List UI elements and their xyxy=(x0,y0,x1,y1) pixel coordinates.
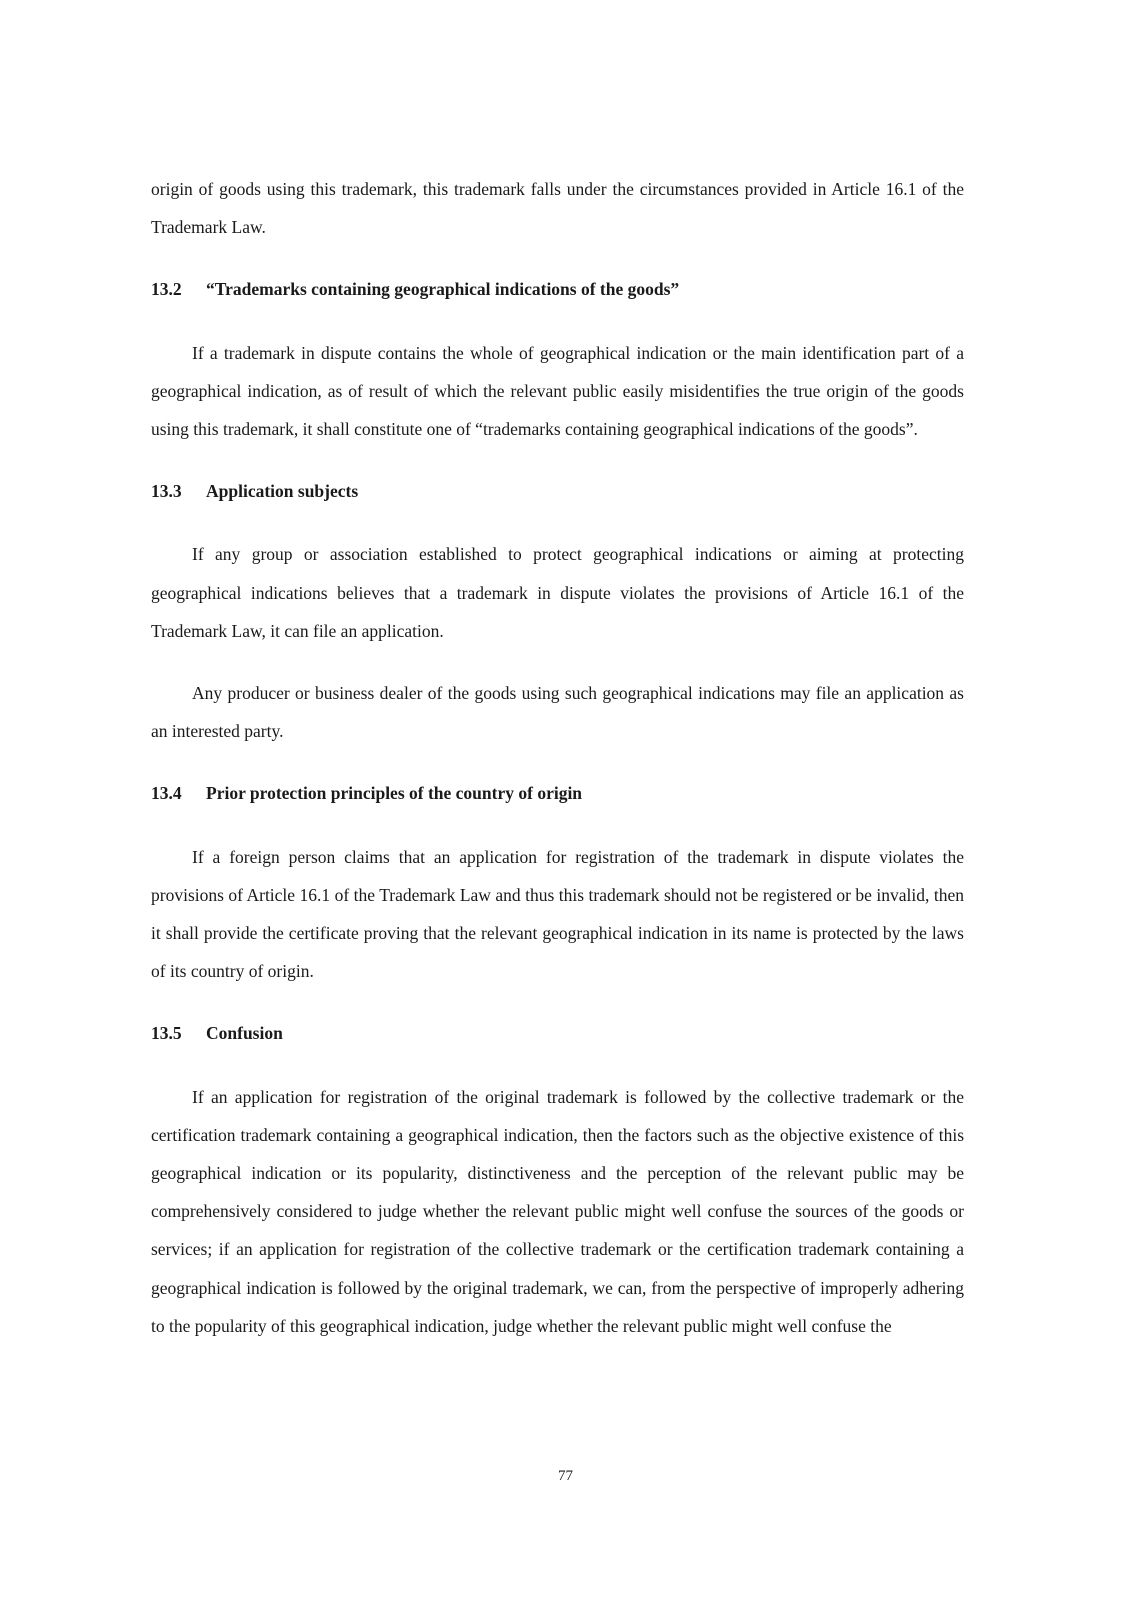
section-title: Application subjects xyxy=(206,481,359,502)
body-paragraph: If a foreign person claims that an application for registration of the trademark in dispute violates the provisions of Article 16.1 of the Trademark Law and thus this trademark should not be registered or be invalid, then it shall provide the certificate proving that the relevant geographical indication in its name is protected by the laws of its country of origin. xyxy=(151,846,964,982)
document-body xyxy=(151,170,964,1345)
section-title: Confusion xyxy=(206,1023,283,1044)
body-paragraph: If a trademark in dispute contains the whole of geographical indication or the main identification part of a geographical indication, as of result of which the relevant public easily misidentifies the true origin of the goods using this trademark, it shall constitute one of “trademarks containing geographical indications of the goods”. xyxy=(151,342,964,440)
section-heading-13-2 xyxy=(151,270,964,308)
section-number: 13.3 xyxy=(151,481,182,502)
body-paragraph: If an application for registration of the original trademark is followed by the collective trademark or the certification trademark containing a geographical indication, then the factors such as the objective existence of this geographical indication or its popularity, distinctiveness and the perception of the relevant public may be comprehensively considered to judge whether the relevant public might well confuse the sources of the goods or services; if an application for registration of the collective trademark or the certification trademark containing a geographical indication is followed by the original trademark, we can, from the perspective of improperly adhering to the popularity of this geographical indication, judge whether the relevant public might well confuse the xyxy=(151,1086,964,1336)
section-heading-13-4 xyxy=(151,774,964,812)
body-paragraph: If any group or association established to protect geographical indications or aiming at protecting geographical indications believes that a trademark in dispute violates the provisions of Article 16.1 of the Trademark Law, it can file an application. xyxy=(151,544,964,641)
section-number: 13.5 xyxy=(151,1023,182,1044)
section-title: “Trademarks containing geographical indications of the goods” xyxy=(206,279,680,300)
section-heading-13-3 xyxy=(151,472,964,510)
section-title: Prior protection principles of the country of origin xyxy=(206,783,583,804)
section-number: 13.2 xyxy=(151,279,182,300)
continued-paragraph: origin of goods using this trademark, this trademark falls under the circumstances provided in Article 16.1 of the Trademark Law. xyxy=(151,179,964,238)
section-number: 13.4 xyxy=(151,783,182,804)
page-number: 77 xyxy=(558,1468,573,1484)
body-paragraph: Any producer or business dealer of the goods using such geographical indications may file an application as an interested party. xyxy=(151,683,964,742)
section-heading-13-5 xyxy=(151,1014,964,1052)
